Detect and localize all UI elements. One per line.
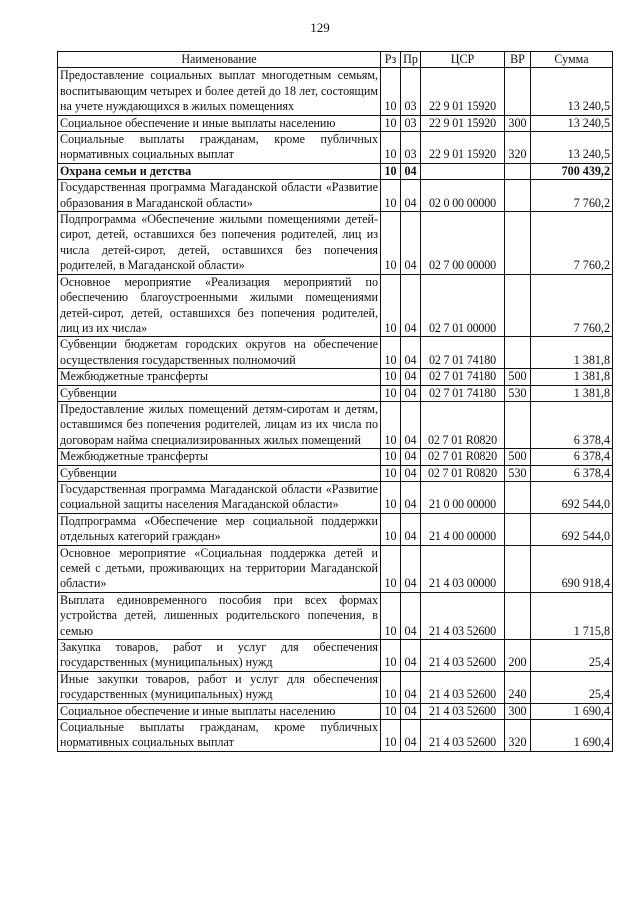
row-name-cell: Государственная программа Магаданской области «Развитие социальной защиты населения Магаданской области» <box>58 481 381 513</box>
row-name-cell: Социальное обеспечение и иные выплаты населению <box>58 703 381 719</box>
row-name-cell: Подпрограмма «Обеспечение жилыми помещениями детей-сирот, детей, оставшихся без попечения родителей, лиц из числа детей-сирот, детей, оставшихся без попечения родителей, в Магаданской области» <box>58 212 381 275</box>
row-vr-cell: 530 <box>505 385 531 401</box>
row-pr-cell: 04 <box>401 369 421 385</box>
row-name-cell: Предоставление жилых помещений детям-сиротам и детям, оставшимся без попечения родителей, лицам из их числа по договорам найма специализированных жилых помещений <box>58 401 381 448</box>
row-vr-cell: 300 <box>505 703 531 719</box>
row-csr-cell: 02 7 00 00000 <box>421 212 505 275</box>
header-vr: ВР <box>505 52 531 68</box>
row-sum-cell: 13 240,5 <box>531 68 613 115</box>
row-sum-cell: 25,4 <box>531 640 613 672</box>
row-rz-cell: 10 <box>381 703 401 719</box>
header-pr: Пр <box>401 52 421 68</box>
table-row <box>58 592 613 639</box>
row-vr-cell: 500 <box>505 449 531 465</box>
table-row <box>58 513 613 545</box>
table-header <box>58 52 613 68</box>
row-name-cell: Социальные выплаты гражданам, кроме публичных нормативных социальных выплат <box>58 132 381 164</box>
row-vr-cell: 200 <box>505 640 531 672</box>
row-sum-cell: 13 240,5 <box>531 115 613 131</box>
row-pr-cell: 04 <box>401 212 421 275</box>
row-csr-cell: 02 7 01 R0820 <box>421 465 505 481</box>
row-sum-cell: 692 544,0 <box>531 513 613 545</box>
row-vr-cell: 320 <box>505 720 531 752</box>
row-sum-cell: 7 760,2 <box>531 212 613 275</box>
row-csr-cell: 02 7 01 R0820 <box>421 401 505 448</box>
row-name-cell: Субвенции <box>58 465 381 481</box>
table-row <box>58 671 613 703</box>
table-row <box>58 115 613 131</box>
header-sum: Сумма <box>531 52 613 68</box>
row-rz-cell: 10 <box>381 163 401 179</box>
row-vr-cell <box>505 592 531 639</box>
row-name-cell: Иные закупки товаров, работ и услуг для обеспечения государственных (муниципальных) нужд <box>58 671 381 703</box>
row-name-cell: Основное мероприятие «Реализация мероприятий по обеспечению благоустроенными жилыми помещениями детей-сирот, детей, оставшихся без попечения родителей, лиц из их числа» <box>58 274 381 337</box>
row-rz-cell: 10 <box>381 68 401 115</box>
row-rz-cell: 10 <box>381 385 401 401</box>
row-rz-cell: 10 <box>381 115 401 131</box>
table-row <box>58 640 613 672</box>
row-csr-cell: 21 4 03 52600 <box>421 671 505 703</box>
row-pr-cell: 04 <box>401 671 421 703</box>
table-row <box>58 163 613 179</box>
row-vr-cell <box>505 401 531 448</box>
row-pr-cell: 04 <box>401 449 421 465</box>
header-row <box>58 52 613 68</box>
row-vr-cell: 530 <box>505 465 531 481</box>
row-pr-cell: 03 <box>401 132 421 164</box>
row-csr-cell: 02 7 01 74180 <box>421 369 505 385</box>
budget-table <box>57 51 613 752</box>
row-name-cell: Субвенции бюджетам городских округов на обеспечение осуществления государственных полномочий <box>58 337 381 369</box>
table-row <box>58 180 613 212</box>
row-csr-cell: 02 7 01 R0820 <box>421 449 505 465</box>
row-pr-cell: 04 <box>401 163 421 179</box>
row-pr-cell: 04 <box>401 385 421 401</box>
row-rz-cell: 10 <box>381 465 401 481</box>
row-vr-cell <box>505 274 531 337</box>
table-row <box>58 385 613 401</box>
row-name-cell: Основное мероприятие «Социальная поддержка детей и семей с детьми, проживающих на территории Магаданской области» <box>58 545 381 592</box>
row-pr-cell: 03 <box>401 68 421 115</box>
row-pr-cell: 04 <box>401 545 421 592</box>
row-rz-cell: 10 <box>381 401 401 448</box>
row-sum-cell: 7 760,2 <box>531 180 613 212</box>
row-rz-cell: 10 <box>381 274 401 337</box>
header-rz: Рз <box>381 52 401 68</box>
row-vr-cell: 240 <box>505 671 531 703</box>
row-csr-cell: 21 0 00 00000 <box>421 481 505 513</box>
row-rz-cell: 10 <box>381 180 401 212</box>
row-csr-cell: 21 4 03 52600 <box>421 703 505 719</box>
row-sum-cell: 7 760,2 <box>531 274 613 337</box>
row-sum-cell: 1 690,4 <box>531 703 613 719</box>
row-vr-cell <box>505 513 531 545</box>
row-vr-cell <box>505 337 531 369</box>
row-pr-cell: 04 <box>401 274 421 337</box>
row-sum-cell: 13 240,5 <box>531 132 613 164</box>
row-vr-cell <box>505 545 531 592</box>
table-row <box>58 369 613 385</box>
row-pr-cell: 04 <box>401 720 421 752</box>
row-sum-cell: 700 439,2 <box>531 163 613 179</box>
row-sum-cell: 690 918,4 <box>531 545 613 592</box>
row-rz-cell: 10 <box>381 720 401 752</box>
row-pr-cell: 04 <box>401 180 421 212</box>
row-sum-cell: 6 378,4 <box>531 449 613 465</box>
row-vr-cell <box>505 180 531 212</box>
row-vr-cell: 320 <box>505 132 531 164</box>
row-csr-cell: 22 9 01 15920 <box>421 68 505 115</box>
row-name-cell: Закупка товаров, работ и услуг для обеспечения государственных (муниципальных) нужд <box>58 640 381 672</box>
table-row <box>58 465 613 481</box>
row-pr-cell: 04 <box>401 592 421 639</box>
row-pr-cell: 04 <box>401 640 421 672</box>
row-rz-cell: 10 <box>381 671 401 703</box>
row-csr-cell: 02 7 01 74180 <box>421 337 505 369</box>
row-name-cell: Подпрограмма «Обеспечение мер социальной поддержки отдельных категорий граждан» <box>58 513 381 545</box>
row-name-cell: Государственная программа Магаданской области «Развитие образования в Магаданской области» <box>58 180 381 212</box>
row-vr-cell <box>505 212 531 275</box>
row-vr-cell: 300 <box>505 115 531 131</box>
row-rz-cell: 10 <box>381 369 401 385</box>
header-csr: ЦСР <box>421 52 505 68</box>
row-sum-cell: 692 544,0 <box>531 481 613 513</box>
table-row <box>58 274 613 337</box>
table-row <box>58 449 613 465</box>
row-csr-cell: 21 4 03 52600 <box>421 592 505 639</box>
row-csr-cell: 21 4 03 52600 <box>421 640 505 672</box>
row-pr-cell: 04 <box>401 481 421 513</box>
row-rz-cell: 10 <box>381 592 401 639</box>
row-sum-cell: 1 690,4 <box>531 720 613 752</box>
table-row <box>58 68 613 115</box>
row-sum-cell: 6 378,4 <box>531 465 613 481</box>
row-sum-cell: 6 378,4 <box>531 401 613 448</box>
table-body <box>58 68 613 751</box>
header-name: Наименование <box>58 52 381 68</box>
row-name-cell: Межбюджетные трансферты <box>58 449 381 465</box>
table-row <box>58 132 613 164</box>
row-name-cell: Межбюджетные трансферты <box>58 369 381 385</box>
row-csr-cell <box>421 163 505 179</box>
row-pr-cell: 04 <box>401 401 421 448</box>
row-rz-cell: 10 <box>381 481 401 513</box>
row-sum-cell: 1 381,8 <box>531 337 613 369</box>
row-pr-cell: 03 <box>401 115 421 131</box>
row-vr-cell <box>505 163 531 179</box>
row-pr-cell: 04 <box>401 703 421 719</box>
row-vr-cell: 500 <box>505 369 531 385</box>
table-row <box>58 337 613 369</box>
row-csr-cell: 22 9 01 15920 <box>421 115 505 131</box>
row-sum-cell: 1 715,8 <box>531 592 613 639</box>
row-name-cell: Социальное обеспечение и иные выплаты населению <box>58 115 381 131</box>
table-row <box>58 401 613 448</box>
row-name-cell: Предоставление социальных выплат многодетным семьям, воспитывающим четырех и более детей до 18 лет, состоящим на учете нуждающихся в жилых помещениях <box>58 68 381 115</box>
row-sum-cell: 1 381,8 <box>531 369 613 385</box>
row-pr-cell: 04 <box>401 513 421 545</box>
row-rz-cell: 10 <box>381 640 401 672</box>
row-name-cell: Социальные выплаты гражданам, кроме публичных нормативных социальных выплат <box>58 720 381 752</box>
row-name-cell: Субвенции <box>58 385 381 401</box>
row-csr-cell: 02 7 01 00000 <box>421 274 505 337</box>
row-vr-cell <box>505 68 531 115</box>
row-pr-cell: 04 <box>401 337 421 369</box>
table-row <box>58 720 613 752</box>
table-row <box>58 481 613 513</box>
table-row <box>58 545 613 592</box>
row-name-cell: Охрана семьи и детства <box>58 163 381 179</box>
page-number: 129 <box>310 20 330 35</box>
row-csr-cell: 02 0 00 00000 <box>421 180 505 212</box>
row-sum-cell: 25,4 <box>531 671 613 703</box>
row-rz-cell: 10 <box>381 449 401 465</box>
row-csr-cell: 21 4 03 00000 <box>421 545 505 592</box>
row-name-cell: Выплата единовременного пособия при всех формах устройства детей, лишенных родительского попечения, в семью <box>58 592 381 639</box>
row-pr-cell: 04 <box>401 465 421 481</box>
table-row <box>58 703 613 719</box>
table-row <box>58 212 613 275</box>
row-rz-cell: 10 <box>381 545 401 592</box>
row-rz-cell: 10 <box>381 513 401 545</box>
row-rz-cell: 10 <box>381 337 401 369</box>
row-csr-cell: 02 7 01 74180 <box>421 385 505 401</box>
row-rz-cell: 10 <box>381 212 401 275</box>
row-csr-cell: 22 9 01 15920 <box>421 132 505 164</box>
row-sum-cell: 1 381,8 <box>531 385 613 401</box>
row-csr-cell: 21 4 00 00000 <box>421 513 505 545</box>
row-csr-cell: 21 4 03 52600 <box>421 720 505 752</box>
row-rz-cell: 10 <box>381 132 401 164</box>
row-vr-cell <box>505 481 531 513</box>
